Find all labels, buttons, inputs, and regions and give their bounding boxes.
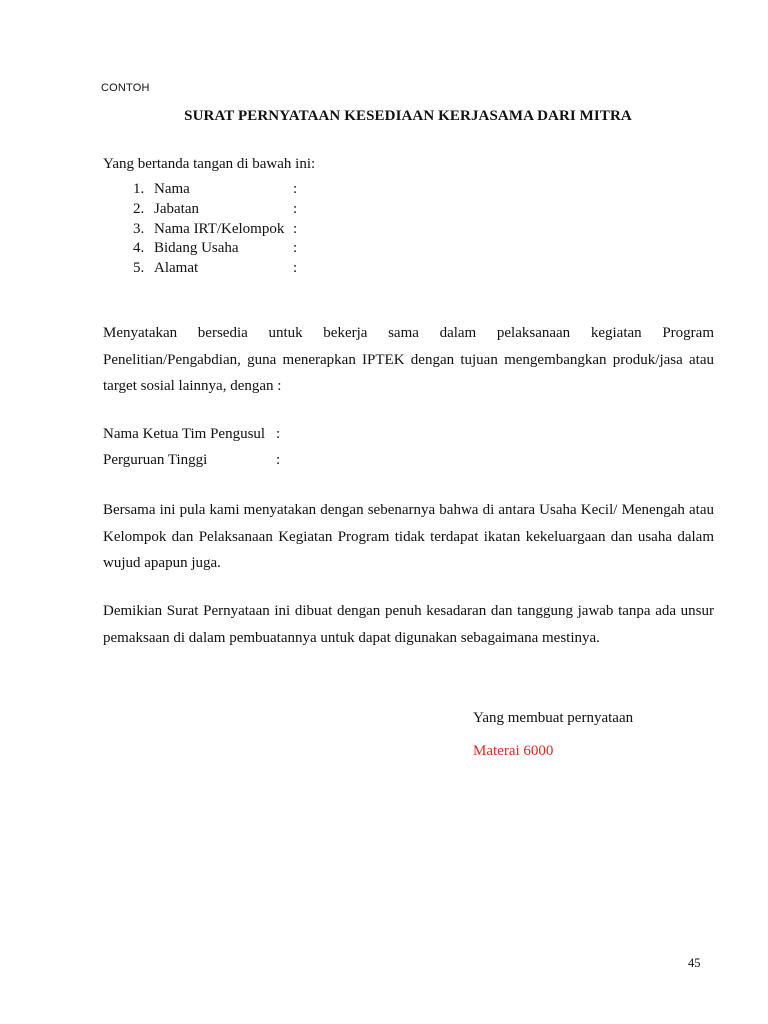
team-field-label: Perguruan Tinggi [103, 452, 208, 468]
paragraph-text: Menyatakan bersedia untuk bekerja sama dalam pelaksanaan kegiatan Program Penelitian/Pengabdian, guna menerapkan IPTEK dengan tujuan mengembangkan produk/jasa atau target sosial lainnya, dengan : [103, 325, 714, 394]
team-field-colon: : [276, 426, 281, 442]
signatory-fields [133, 180, 333, 279]
field-label: Nama IRT/Kelompok [154, 220, 285, 237]
team-field-label: Nama Ketua Tim Pengusul [103, 426, 266, 442]
field-colon: : [293, 200, 298, 217]
field-label: Alamat [154, 260, 199, 277]
team-row-university [103, 447, 303, 473]
field-label: Bidang Usaha [154, 240, 239, 257]
field-label: Jabatan [154, 200, 199, 217]
paragraph-text: Demikian Surat Pernyataan ini dibuat dengan penuh kesadaran dan tanggung jawab tanpa ada unsur pemaksaan di dalam pembuatannya untuk dapat digunakan sebagaimana mestinya. [103, 603, 714, 646]
field-colon: : [293, 220, 298, 237]
field-row-address [133, 259, 333, 279]
closing-paragraph [103, 598, 714, 651]
team-field-colon: : [276, 452, 281, 468]
field-number: 4. [133, 240, 145, 257]
field-row-group-name [133, 220, 333, 240]
field-row-position [133, 200, 333, 220]
signature-label: Yang membuat pernyataan [473, 710, 634, 726]
field-colon: : [293, 260, 298, 277]
field-row-business-field [133, 239, 333, 259]
declaration-paragraph [103, 497, 714, 577]
stamp-duty-note: Materai 6000 [473, 743, 554, 759]
statement-paragraph [103, 320, 714, 400]
field-row-name [133, 180, 333, 200]
field-colon: : [293, 240, 298, 257]
field-number: 2. [133, 200, 145, 217]
paragraph-text: Bersama ini pula kami menyatakan dengan sebenarnya bahwa di antara Usaha Kecil/ Menengah atau Kelompok dan Pelaksanaan Kegiatan Program tidak terdapat ikatan kekeluargaan dan usaha dalam wujud apapun juga. [103, 502, 714, 571]
team-row-leader [103, 421, 303, 447]
page-number: 45 [688, 956, 701, 970]
field-number: 5. [133, 260, 145, 277]
sample-label: CONTOH [101, 82, 150, 94]
document-title: SURAT PERNYATAAN KESEDIAAN KERJASAMA DARI MITRA [184, 108, 632, 124]
field-number: 1. [133, 181, 145, 197]
team-fields [103, 421, 303, 473]
field-number: 3. [133, 220, 145, 237]
field-colon: : [293, 181, 298, 197]
field-label: Nama [154, 181, 190, 197]
intro-text: Yang bertanda tangan di bawah ini: [103, 156, 316, 172]
